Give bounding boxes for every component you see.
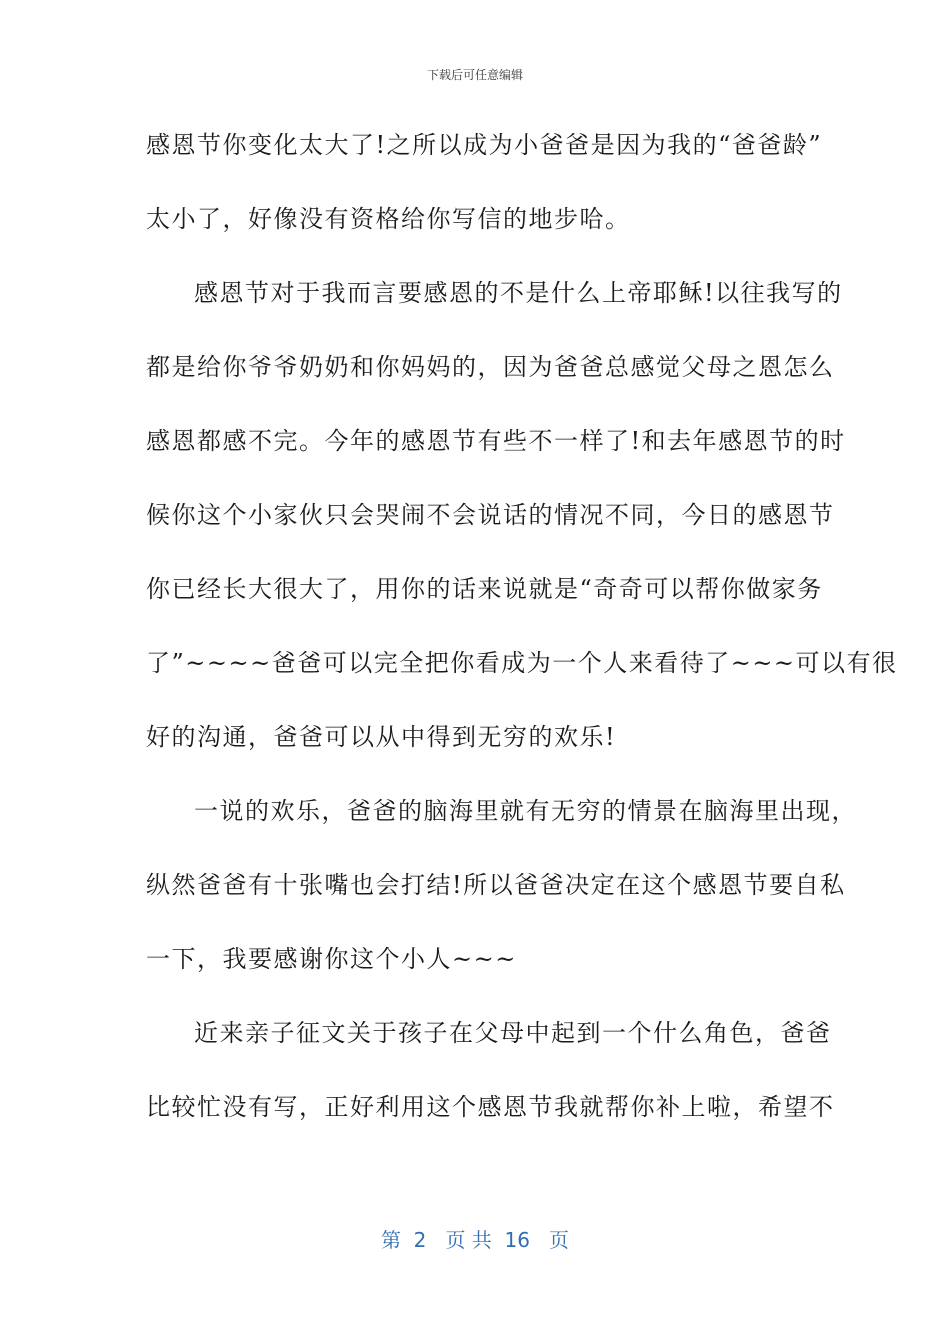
text-line: 你已经长大很大了，用你的话来说就是“奇奇可以帮你做家务 [146,575,823,603]
text-line: 太小了，好像没有资格给你写信的地步哈。 [146,205,631,233]
page-body [146,118,898,1154]
text-line: 纵然爸爸有十张嘴也会打结!所以爸爸决定在这个感恩节要自私 [146,871,846,899]
text-line: 一下，我要感谢你这个小人~~~ [146,945,517,973]
text-line: 候你这个小家伙只会哭闹不会说话的情况不同，今日的感恩节 [146,501,835,529]
text-line: 都是给你爷爷奶奶和你妈妈的，因为爸爸总感觉父母之恩怎么 [146,353,835,381]
paragraph [146,1006,835,1154]
paragraph [146,118,823,266]
text-line: 了”~~~~爸爸可以完全把你看成为一个人来看待了~~~可以有很 [146,649,898,677]
text-line: 感恩节对于我而言要感恩的不是什么上帝耶稣!以往我写的 [194,279,843,307]
paragraph [146,784,857,1006]
text-line: 好的沟通，爸爸可以从中得到无穷的欢乐! [146,723,617,751]
paragraph [146,266,898,784]
text-line: 一说的欢乐，爸爸的脑海里就有无穷的情景在脑海里出现， [194,797,857,825]
page-footer: 第 2 页 共 16 页 [380,1228,570,1252]
text-line: 感恩都感不完。今年的感恩节有些不一样了!和去年感恩节的时 [146,427,846,455]
text-line: 比较忙没有写，正好利用这个感恩节我就帮你补上啦，希望不 [146,1093,835,1121]
header-note: 下载后可任意编辑 [426,68,523,82]
text-line: 近来亲子征文关于孩子在父母中起到一个什么角色，爸爸 [194,1019,832,1047]
text-line: 感恩节你变化太大了!之所以成为小爸爸是因为我的“爸爸龄” [146,131,823,159]
